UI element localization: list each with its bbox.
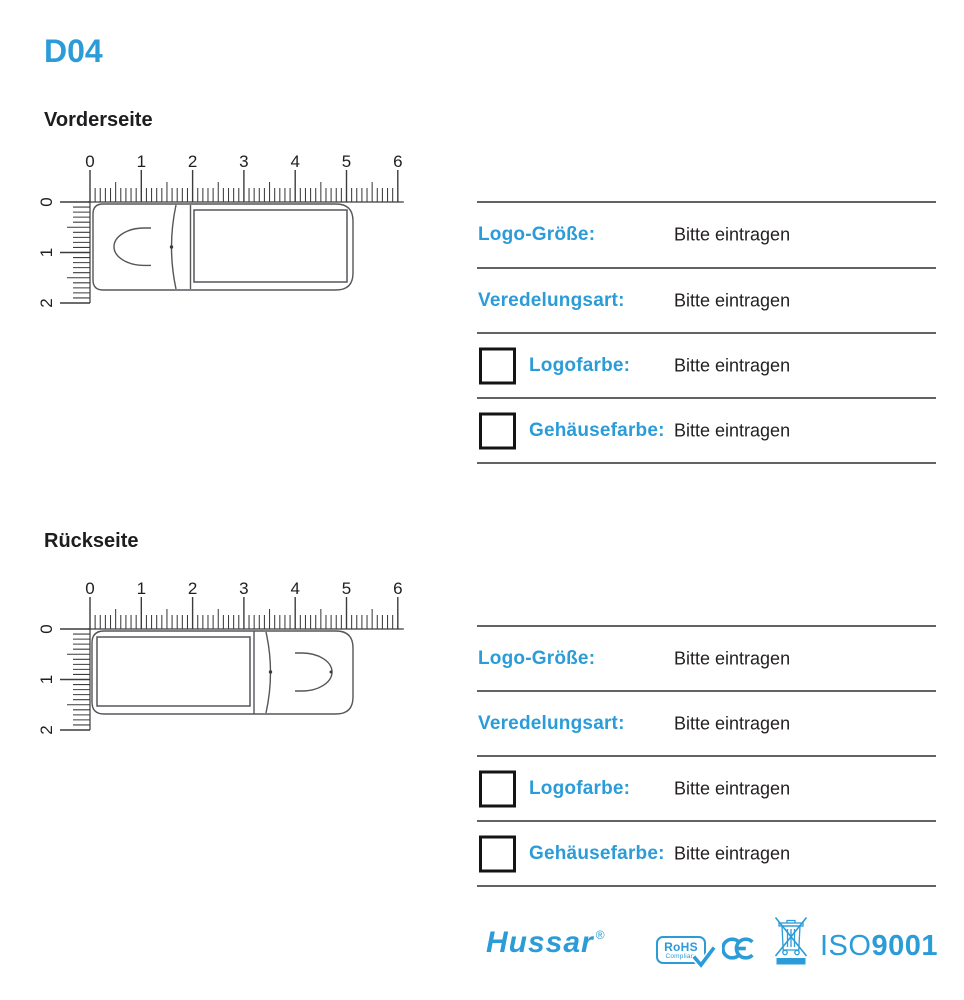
svg-text:0: 0 (37, 197, 56, 207)
field-value-placeholder[interactable]: Bitte eintragen (674, 778, 791, 798)
svg-text:3: 3 (239, 152, 249, 171)
front-diagram (30, 140, 450, 325)
weee-bar (777, 958, 806, 965)
field-value-placeholder[interactable]: Bitte eintragen (674, 290, 791, 310)
weee-crossed-out-bin-icon (773, 913, 809, 965)
field-value-placeholder[interactable]: Bitte eintragen (674, 843, 791, 863)
table-row (477, 757, 936, 822)
rohs-badge (656, 936, 706, 964)
svg-text:1: 1 (37, 247, 56, 258)
field-label: Gehäusefarbe: (529, 419, 665, 441)
seam-notch (269, 670, 272, 673)
rohs-subtitle: Compliant (665, 953, 697, 960)
field-value-placeholder[interactable]: Bitte eintragen (674, 648, 791, 668)
field-label: Gehäusefarbe: (529, 842, 665, 864)
brand-name: Hussar (486, 926, 594, 959)
field-label: Logofarbe: (529, 354, 631, 376)
table-row (477, 334, 936, 399)
section-heading-front: Vorderseite (44, 109, 153, 131)
field-label: Veredelungsart: (478, 712, 625, 734)
back-spec-table (477, 625, 936, 887)
rohs-title: RoHS (664, 940, 698, 954)
field-value-placeholder[interactable]: Bitte eintragen (674, 355, 791, 375)
table-row (477, 627, 936, 692)
seam-notch (170, 245, 173, 248)
color-checkbox[interactable] (479, 835, 516, 872)
svg-text:6: 6 (393, 152, 403, 171)
field-label: Logo-Größe: (478, 224, 596, 245)
registered-mark: ® (595, 928, 605, 942)
table-row (477, 203, 936, 269)
iso-number: 9001 (871, 930, 938, 962)
field-value-placeholder[interactable]: Bitte eintragen (674, 420, 791, 440)
table-row (477, 399, 936, 464)
brand-logo (486, 927, 603, 964)
svg-text:5: 5 (341, 152, 352, 171)
checkmark-icon (692, 946, 716, 968)
field-value-placeholder[interactable]: Bitte eintragen (674, 713, 791, 733)
field-label: Veredelungsart: (478, 289, 625, 311)
usb-stick-back-outline (92, 631, 353, 714)
page-title: D04 (44, 33, 103, 69)
field-label: Logo-Größe: (478, 647, 596, 669)
svg-text:2: 2 (187, 579, 198, 598)
svg-text:0: 0 (37, 624, 56, 634)
clip-notch (330, 671, 333, 674)
ce-mark-icon (722, 937, 756, 960)
svg-text:2: 2 (187, 152, 198, 171)
svg-text:0: 0 (85, 152, 95, 171)
svg-text:1: 1 (37, 674, 56, 685)
svg-text:1: 1 (136, 579, 147, 598)
svg-text:2: 2 (37, 725, 56, 735)
usb-body (92, 631, 353, 714)
svg-text:6: 6 (393, 579, 403, 598)
field-label: Logofarbe: (529, 777, 631, 799)
color-checkbox[interactable] (479, 412, 516, 449)
table-row (477, 269, 936, 334)
iso-prefix: ISO (820, 930, 872, 962)
color-checkbox[interactable] (479, 347, 516, 384)
color-checkbox[interactable] (479, 770, 516, 807)
usb-body (93, 204, 353, 290)
svg-text:4: 4 (290, 579, 300, 598)
svg-text:4: 4 (290, 152, 300, 171)
front-spec-table (477, 201, 936, 464)
svg-text:3: 3 (239, 579, 249, 598)
svg-text:0: 0 (85, 579, 95, 598)
svg-text:5: 5 (341, 579, 352, 598)
back-diagram (30, 567, 450, 752)
svg-text:1: 1 (136, 152, 147, 171)
table-row (477, 692, 936, 757)
table-row (477, 822, 936, 887)
usb-stick-front-outline (93, 204, 353, 290)
iso9001-logo (820, 930, 938, 962)
section-heading-back: Rückseite (44, 530, 139, 552)
field-value-placeholder[interactable]: Bitte eintragen (674, 224, 791, 245)
svg-text:2: 2 (37, 298, 56, 308)
